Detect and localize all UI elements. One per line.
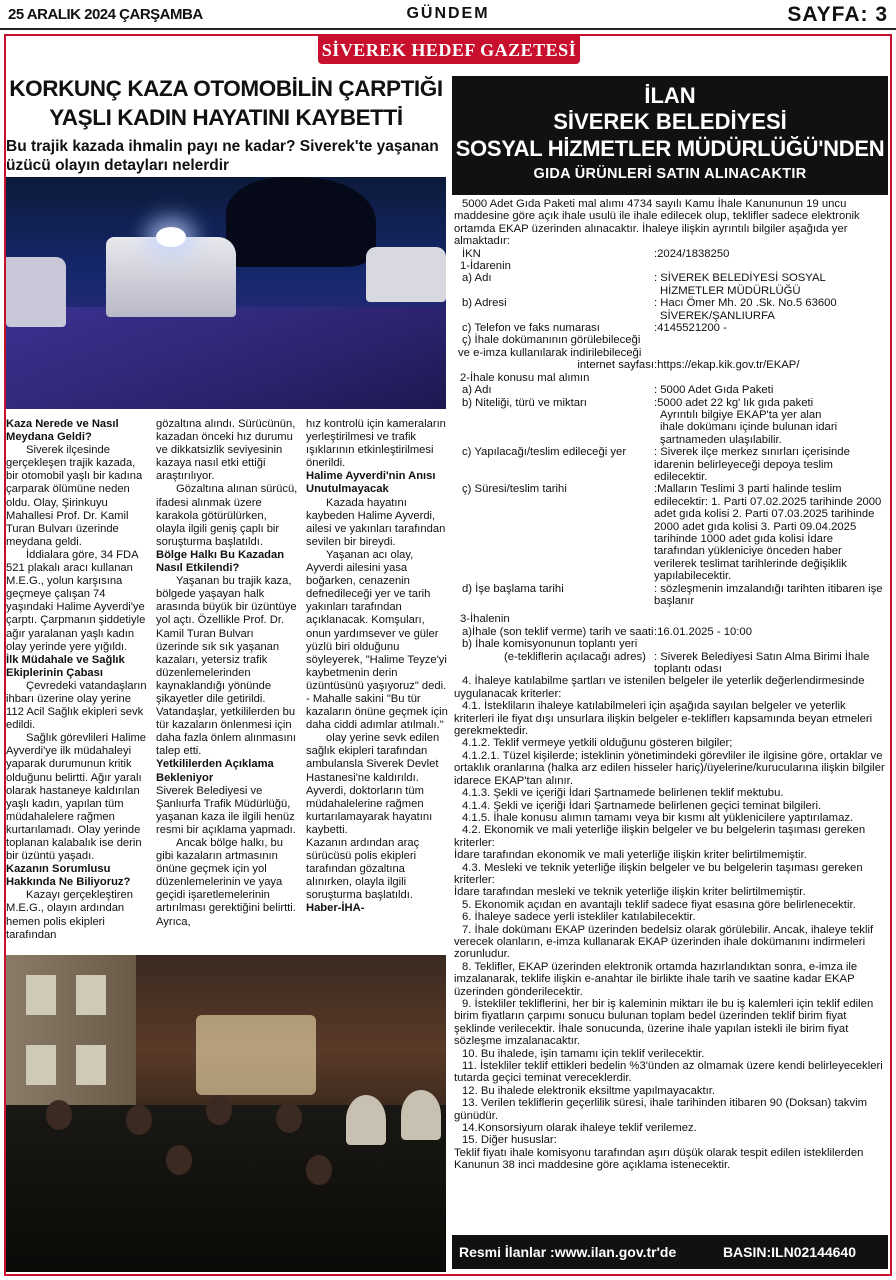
notice-item: 10. Bu ihalede, işin tamamı için teklif verilecektir. xyxy=(462,1047,705,1060)
article-column-3 xyxy=(306,418,448,916)
photo-person-shape xyxy=(126,1105,152,1135)
article-paragraph: hız kontrolü için kameraların yerleştirilmesi ve trafik ışıklarının etkinleştirilmesi önerildi. xyxy=(306,418,446,470)
notice-institution: SİVEREK BELEDİYESİ xyxy=(553,109,787,134)
newspaper-banner: SİVEREK HEDEF GAZETESİ xyxy=(318,36,580,64)
notice-item: 4.3. Mesleki ve teknik yeterliğe ilişkin belgeler ve bu belgelerin taşıması gereken kriterler: xyxy=(454,861,863,886)
row-value: :Malların Teslimi 3 parti halinde teslim edilecektir: 1. Parti 07.02.2025 tarihinde 2000 adet gıda kolisi 2. Parti 07.03.2025 tarihinde 2000 adet gıda kolisi 3. Parti 09.04.2025 tarihinde 1000 adet gıda kolisi İdare tarafından yükleniciye önceden haber verilerek teslimat tarihlerinde değişiklik yapılabilecektir. xyxy=(654,483,882,583)
row-value: :4145521200 - xyxy=(654,322,727,335)
notice-row xyxy=(454,384,886,396)
value-line: HİZMETLER MÜDÜRLÜĞÜ xyxy=(660,284,801,297)
crowd-photo xyxy=(6,955,446,1272)
article-paragraph: Kazada hayatını kaybeden Halime Ayverdi, ailesi ve yakınları tarafından sevilen bir bireydi. xyxy=(306,496,446,548)
article-subheading: Haber-İHA- xyxy=(306,902,365,915)
value-line: Ayrıntılı bilgiye EKAP'ta yer alan ihale dokümanı içinde bulunan idari şartnameden ulaşılabilir. xyxy=(660,408,838,446)
notice-row xyxy=(454,248,886,260)
headline-line-1: KORKUNÇ KAZA OTOMOBİLİN ÇARPTIĞI xyxy=(9,76,443,101)
article-subheading: İlk Müdahale ve Sağlık Ekiplerinin Çabası xyxy=(6,653,125,679)
value-line: : Hacı Ömer Mh. 20 .Sk. No.5 63600 xyxy=(654,297,837,310)
row-key: internet sayfası xyxy=(577,359,654,372)
notice-section: 3-İhalenin xyxy=(460,613,510,626)
notice-item: 4.1.3. Şekli ve içeriği İdari Şartnamede belirlenen teklif mektubu. xyxy=(462,787,784,800)
notice-title: İLAN xyxy=(644,83,696,108)
notice-row xyxy=(454,322,886,334)
notice-row xyxy=(454,651,886,676)
row-key: b) Adresi xyxy=(462,297,507,310)
article-subheading: Kazanın Sorumlusu Hakkında Ne Biliyoruz? xyxy=(6,863,131,889)
article-column-2 xyxy=(156,418,298,929)
article-paragraph: Sağlık görevlileri Halime Ayverdi'ye ilk müdahaleyi yaparak durumunun kritik olduğunu belirtti. Ağır yaralı olarak hastaneye kaldırılan yaşlı kadın, yapılan tüm müdahalelere rağmen kurtarılamadı. Olay yerinde toplanan kalabalık ise derin bir üzüntü yaşadı. xyxy=(6,732,146,863)
article-paragraph: Kazayı gerçekleştiren M.E.G., olayın ardından hemen polis ekipleri tarafından xyxy=(6,889,133,941)
notice-item: 9. İstekliler tekliflerini, her bir iş kaleminin miktarı ile bu iş kalemleri için teklif edilen birim fiyatların çarpımı sonucu bulunan toplam bedel üzerinden teklif birim fiyat şeklinde verilecektir. İhale sonucunda, üzerine ihale yapılan istekli ile birim fiyat sözleşme imzalanacaktır. xyxy=(454,998,874,1048)
footer-press-code: BASIN:ILN02144640 xyxy=(722,1244,856,1260)
notice-row xyxy=(454,272,886,297)
row-value xyxy=(654,272,886,297)
row-key: a) Adı xyxy=(462,272,492,285)
article-paragraph: - Mahalle sakini "Bu tür kazaların önüne geçmek için daha ciddi adımlar atılmalı." xyxy=(306,692,448,732)
photo-headlight-shape xyxy=(156,227,186,247)
row-key: a) Adı xyxy=(462,384,492,397)
article-subheading: Kaza Nerede ve Nasıl Meydana Geldi? xyxy=(6,418,119,444)
notice-item: 8. Teklifler, EKAP üzerinden elektronik ortamda hazırlandıktan sonra, e-imza ile imzalanarak, teklife ilişkin e-anahtar ile birlikte ihale tarih ve saatine kadar EKAP üzerinden gönderilecektir. xyxy=(454,960,858,998)
photo-window-shape xyxy=(76,975,106,1015)
notice-item: 6. İhaleye sadece yerli istekliler katılabilecektir. xyxy=(462,911,696,924)
notice-row xyxy=(454,446,886,483)
notice-department: SOSYAL HİZMETLER MÜDÜRLÜĞÜ'NDEN xyxy=(455,136,885,161)
article-headline xyxy=(6,74,446,132)
photo-road-shape xyxy=(6,307,446,409)
notice-item: 11. İstekliler teklif ettikleri bedelin %3'ünden az olmamak üzere kendi belirleyecekleri tutarda geçici teminat vereceklerdir. xyxy=(454,1060,883,1085)
notice-row xyxy=(454,397,886,447)
photo-ambulance-shape xyxy=(106,237,236,317)
photo-person-shape xyxy=(276,1103,302,1133)
photo-tree-shape xyxy=(226,177,376,267)
notice-subject: GIDA ÜRÜNLERİ SATIN ALINACAKTIR xyxy=(533,166,807,182)
row-value: : Siverek Belediyesi Satın Alma Birimi İhale toplantı odası xyxy=(654,650,870,676)
row-key: a)İhale (son teklif verme) tarih ve saati xyxy=(462,625,654,638)
accident-scene-photo xyxy=(6,177,446,409)
notice-row xyxy=(454,359,886,371)
notice-item: Teklif fiyatı ihale komisyonu tarafından aşırı düşük olarak tespit edilen isteklilerden Kanunun 38 inci maddesine göre açıklama istenecektir. xyxy=(454,1146,864,1172)
photo-person-shape xyxy=(401,1090,441,1140)
row-key: b) Niteliği, türü ve miktarı xyxy=(462,396,587,409)
row-value: : sözleşmenin imzalandığı tarihten itibaren işe başlanır xyxy=(654,582,883,607)
article-paragraph: Gözaltına alınan sürücü, ifadesi alınmak üzere karakola götürülürken, olayla ilgili geniş çaplı bir soruşturma başlatıldı. xyxy=(156,483,298,548)
notice-item: 4.1.5. İhale konusu alımın tamamı veya bir kısmı alt yüklenicilere yaptırılamaz. xyxy=(462,811,854,824)
row-value xyxy=(654,297,886,322)
notice-item: 4.1.4. Şekli ve içeriği İdari Şartnamede belirlenen geçici teminat bilgileri. xyxy=(462,799,822,812)
notice-item: 15. Diğer hususlar: xyxy=(462,1134,557,1147)
article-paragraph: İddialara göre, 34 FDA 521 plakalı aracı kullanan M.E.G., yolun karşısına geçmeye çalışan 74 yaşındaki Halime Ayverdi'ye çarptı. Çarpmanın şiddetiyle ağır yaralanan yaşlı kadın olay yerinde yere yığıldı. xyxy=(6,548,146,653)
article-paragraph: Kazanın ardından araç sürücüsü polis ekipleri tarafından gözaltına alınırken, olayla ilgili soruşturma başlatıldı. xyxy=(306,837,420,902)
value-line: : SİVEREK BELEDİYESİ SOSYAL xyxy=(654,272,826,285)
footer-website: Resmi İlanlar :www.ilan.gov.tr'de xyxy=(459,1244,677,1260)
row-key: İKN xyxy=(462,247,481,260)
article-subheading: Halime Ayverdi'nin Anısı Unutulmayacak xyxy=(306,470,436,496)
photo-person-shape xyxy=(306,1155,332,1185)
notice-row xyxy=(454,626,886,638)
article-paragraph: Ancak bölge halkı, bu gibi kazaların artmasının önüne geçmek için yol düzenlemelerinin ve yaya geçidi işaretlemelerinin artırılması gerektiğini belirtti. Ayrıca, xyxy=(156,837,296,928)
notice-item: 4.1.2. Teklif vermeye yetkili olduğunu gösteren bilgiler; xyxy=(462,737,733,750)
row-value: :16.01.2025 - 10:00 xyxy=(654,625,752,638)
article-paragraph: Siverek ilçesinde gerçekleşen trajik kazada, bir otomobil yaşlı bir kadına çarparak ölümüne neden oldu. Olay, Şirinkuyu Mahallesi Prof. Dr. Kamil Turan Bulvarı üzerinde meydana geldi. xyxy=(6,444,143,548)
row-value: :https://ekap.kik.gov.tr/EKAP/ xyxy=(654,359,800,372)
notice-section: 2-İhale konusu mal alımın xyxy=(460,371,590,384)
notice-title-box xyxy=(452,76,888,195)
page-header xyxy=(0,0,896,30)
article-subhead: Bu trajik kazada ihmalin payı ne kadar? Siverek'te yaşanan üzücü olayın detayları nelerdir xyxy=(6,138,439,174)
section-title: GÜNDEM xyxy=(406,5,490,22)
notice-row xyxy=(454,297,886,322)
headline-line-2: YAŞLI KADIN HAYATINI KAYBETTİ xyxy=(49,105,403,130)
page-number: SAYFA: 3 xyxy=(787,3,888,26)
notice-body xyxy=(454,198,886,1172)
photo-person-shape xyxy=(206,1095,232,1125)
article-column-1 xyxy=(6,418,148,942)
notice-item: 4. İhaleye katılabilme şartları ve istenilen belgeler ile yeterlik değerlendirmesinde uygulanacak kriterler: xyxy=(454,675,865,700)
photo-window-shape xyxy=(26,1045,56,1085)
value-line: :5000 adet 22 kg' lık gıda paketi xyxy=(654,396,814,409)
article-paragraph: Siverek Belediyesi ve Şanlıurfa Trafik Müdürlüğü, yaşanan kaza ile ilgili henüz resmi bir açıklama yapmadı. xyxy=(156,784,296,836)
notice-line: b) İhale komisyonunun toplantı yeri xyxy=(462,638,638,651)
notice-row xyxy=(454,583,886,608)
row-key: d) İşe başlama tarihi xyxy=(462,582,564,595)
notice-item: İdare tarafından mesleki ve teknik yeterliğe ilişkin kriter belirtilmemiştir. xyxy=(454,886,806,899)
notice-footer xyxy=(452,1235,888,1269)
article-paragraph: gözaltına alındı. Sürücünün, kazadan önceki hız durumu ve dikkatsizlik seviyesinin kazaya nasıl etki ettiği araştırılıyor. xyxy=(156,418,296,483)
row-value xyxy=(654,397,886,447)
photo-window-shape xyxy=(76,1045,106,1085)
notice-section: 1-İdarenin xyxy=(460,260,511,273)
photo-car-shape xyxy=(366,247,446,302)
row-value: : Siverek ilçe merkez sınırları içerisinde idarenin belirleyeceği depoya teslim edilecektir. xyxy=(654,446,850,483)
notice-item: 12. Bu ihalede elektronik eksiltme yapılmayacaktır. xyxy=(462,1084,716,1097)
article-paragraph: Çevredeki vatandaşların ihbarı üzerine olay yerine 112 Acil Sağlık ekipleri sevk edildi. xyxy=(6,679,147,732)
notice-item: 5. Ekonomik açıdan en avantajlı teklif sadece fiyat esasına göre belirlenecektir. xyxy=(462,898,856,911)
article-paragraph: Yaşanan acı olay, Ayverdi ailesini yasa boğarken, cenazenin defnedileceği yer ve tarih yakınları tarafından açıklanacak. Komşuları, onun yardımsever ve güler yüzlü biri olduğunu söyleyerek, "Halime Teyze'yi kaybetmenin derin üzüntüsünü yaşıyoruz" dedi. xyxy=(306,548,447,692)
notice-item: 4.1. İstekliların ihaleye katılabilmeleri için aşağıda sayılan belgeler ve yeterlik kriterleri ile fiyat dışı unsurlara ilişkin belgeler e-tekliflerı kapsamında beyan etmeleri gerekmektedir. xyxy=(454,700,873,738)
issue-date: 25 ARALIK 2024 ÇARŞAMBA xyxy=(8,6,203,23)
notice-item: 7. İhale dokümanı EKAP üzerinden bedelsiz olarak görülebilir. Ancak, ihaleye teklif verecek olanların, e-imza kullanarak EKAP üzerinden ihale dokümanını indirmeleri zorunludur. xyxy=(454,923,874,961)
row-value: : 5000 Adet Gıda Paketi xyxy=(654,384,774,397)
article-subheading: Bölge Halkı Bu Kazadan Nasıl Etkilendi? xyxy=(156,548,285,575)
notice-item: 14.Konsorsiyum olarak ihaleye teklif verilemez. xyxy=(462,1122,697,1135)
notice-line: ve e-imza kullanılarak indirilebileceği xyxy=(458,346,642,359)
notice-item: 13. Verilen tekliflerin geçerlilik süresi, ihale tarihinden itibaren 90 (Doksan) takvim günüdür. xyxy=(454,1097,867,1122)
photo-person-shape xyxy=(346,1095,386,1145)
row-key: c) Telefon ve faks numarası xyxy=(462,322,600,335)
row-value: :2024/1838250 xyxy=(654,247,730,260)
photo-light-shape xyxy=(196,1015,316,1095)
photo-person-shape xyxy=(166,1145,192,1175)
photo-window-shape xyxy=(26,975,56,1015)
row-key: ç) Süresi/teslim tarihi xyxy=(462,483,567,496)
article-paragraph: Yaşanan bu trajik kaza, bölgede yaşayan halk arasında büyük bir üzüntüye yol açtı. Özellikle Prof. Dr. Kamil Turan Bulvarı üzerinde sık sık yaşanan kazaları, yetersiz trafik düzenlemelerinden kaynaklandığı yönünde şikayetler dile getirildi. Vatandaşlar, yetkililerden bu tür kazaların önlenmesi için daha fazla önlem alınmasını talep etti. xyxy=(156,575,297,758)
article-paragraph: olay yerine sevk edilen sağlık ekipleri tarafından ambulansla Siverek Devlet Hastanesi'ne kaldırıldı. Ayverdi, doktorların tüm müdahalelerine rağmen kurtarılamayarak hayatını kaybetti. xyxy=(306,732,440,836)
photo-vehicle-shape xyxy=(6,257,66,327)
notice-items xyxy=(454,675,886,1171)
notice-item: 4.2. Ekonomik ve mali yeterliğe ilişkin belgeler ve bu belgelerin taşıması gereken kriterler: xyxy=(454,824,866,849)
article-subheading: Yetkililerden Açıklama Bekleniyor xyxy=(156,758,274,784)
photo-person-shape xyxy=(46,1100,72,1130)
notice-intro: 5000 Adet Gıda Paketi mal alımı 4734 sayılı Kamu İhale Kanununun 19 uncu maddesine göre açık ihale usulü ile ihale edilecek olup, teklifler sadece elektronik ortamda EKAP üzerinden alınacaktır. İhaleye ilişkin ayrıntılı bilgiler aşağıda yer almaktadır: xyxy=(454,198,860,248)
notice-item: 4.1.2.1. Tüzel kişilerde; isteklinin yönetimindeki görevliler ile ilgisine göre, ortaklar ve ortaklık oranlarına (halka arz edilen hisseler hariç)/üyelerine/kurucularına ilişkin bilgiler idarece EKAP'tan alınır. xyxy=(454,749,885,787)
row-key: (e-tekliflerin açılacağı adres) xyxy=(504,650,646,663)
row-key: c) Yapılacağı/teslim edileceği yer xyxy=(462,446,627,459)
notice-line: ç) İhale dokümanının görülebileceği xyxy=(462,334,641,347)
article-columns xyxy=(6,418,448,948)
notice-item: İdare tarafından ekonomik ve mali yeterliğe ilişkin kriter belirtilmemiştir. xyxy=(454,849,807,862)
value-line: SİVEREK/ŞANLIURFA xyxy=(660,309,775,322)
notice-row xyxy=(454,483,886,582)
